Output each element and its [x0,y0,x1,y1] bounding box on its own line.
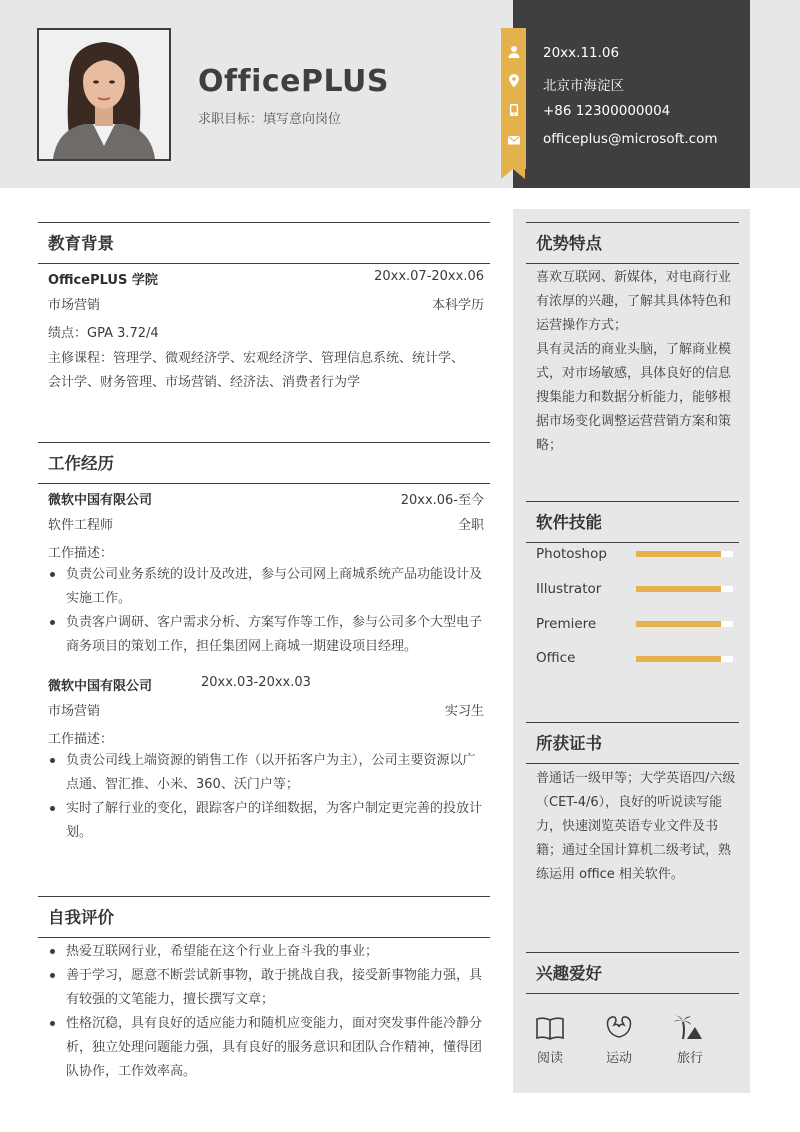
job-desc-label: 工作描述： [48,546,114,561]
education-section-title: 教育背景 [38,222,490,264]
skill-bar-fill [636,621,721,627]
job-bullet: 负责客户调研、客户需求分析、方案写作等工作，参与公司多个大型电子商务项目的策划工作，担任集团网上商城一期建设项目经理。 [48,611,488,659]
phone-icon [507,103,521,117]
job-company: 微软中国有限公司 [48,679,153,694]
location-pin-icon [507,74,521,88]
contact-phone[interactable]: +86 12300000004 [543,103,671,119]
user-icon [507,45,521,59]
strengths-text: 喜欢互联网、新媒体，对电商行业有浓厚的兴趣，了解其具体特色和运营操作方式； [536,270,732,333]
job-bullet: 负责公司线上端资源的销售工作（以开拓客户为主），公司主要资源以广点通、智汇推、小米、360、沃门户等； [48,749,488,797]
job-objective: 求职目标：填写意向岗位 [198,112,342,127]
palm-tree-icon [673,1013,703,1041]
candidate-name: OfficePLUS [198,64,390,99]
contact-email[interactable]: officeplus@microsoft.com [543,131,718,147]
education-degree: 本科学历 [431,298,484,313]
job-role: 市场营销 [48,704,101,719]
profile-photo [37,28,171,161]
job-period: 20xx.03-20xx.03 [201,675,311,690]
skill-bar [636,551,733,557]
job-role: 软件工程师 [48,518,114,533]
self-eval-section-title: 自我评价 [38,896,490,938]
muscle-icon [604,1013,634,1041]
education-school: OfficePLUS 学院 [48,273,158,288]
skill-bar [636,656,733,662]
contact-address: 北京市海淀区 [543,78,624,94]
job-period: 20xx.06-至今 [400,493,484,508]
avatar [39,30,169,159]
job-type: 全职 [457,518,484,533]
skill-bar [636,586,733,592]
skills-section-title: 软件技能 [526,501,739,543]
mail-icon [507,133,521,147]
job-desc-label: 工作描述： [48,732,114,747]
skill-name: Photoshop [536,546,607,562]
skill-bar-fill [636,551,721,557]
education-gpa: 绩点：GPA 3.72/4 [48,326,159,341]
education-major: 市场营销 [48,298,101,313]
strengths-section-title: 优势特点 [526,222,739,264]
self-eval-bullet: 热爱互联网行业，希望能在这个行业上奋斗我的事业； [48,940,488,964]
skill-bar [636,621,733,627]
contact-birth: 20xx.11.06 [543,45,620,61]
education-courses-line1: 主修课程：管理学、微观经济学、宏观经济学、管理信息系统、统计学、 [48,351,465,366]
self-eval-bullet: 性格沉稳，具有良好的适应能力和随机应变能力，面对突发事件能冷静分析，独立处理问题能力强，具有良好的服务意识和团队合作精神，懂得团队协作，工作效率高。 [48,1012,488,1084]
skill-name: Office [536,650,576,666]
hobbies-section-title: 兴趣爱好 [526,952,739,994]
skill-bar-fill [636,586,721,592]
job-company: 微软中国有限公司 [48,493,153,508]
contact-panel [513,0,750,188]
book-icon [535,1015,565,1043]
hobby-label: 阅读 [537,1051,564,1066]
hobby-label: 旅行 [677,1051,704,1066]
strengths-text: 具有灵活的商业头脑，了解商业模式，对市场敏感，具体良好的信息搜集能力和数据分析能力，能够根据市场变化调整运营营销方案和策略； [536,342,732,453]
education-courses-line2: 会计学、财务管理、市场营销、经济法、消费者行为学 [48,375,361,390]
education-period: 20xx.07-20xx.06 [374,269,484,284]
skill-bar-fill [636,656,721,662]
job-bullet: 负责公司业务系统的设计及改进，参与公司网上商城系统产品功能设计及实施工作。 [48,563,488,611]
job-bullet: 实时了解行业的变化，跟踪客户的详细数据，为客户制定更完善的投放计划。 [48,797,488,845]
skill-name: Premiere [536,616,597,632]
job-type: 实习生 [444,704,484,719]
work-section-title: 工作经历 [38,442,490,484]
hobby-label: 运动 [606,1051,633,1066]
self-eval-bullet: 善于学习，愿意不断尝试新事物，敢于挑战自我，接受新事物能力强，具有较强的文笔能力，擅长撰写文章； [48,964,488,1012]
skill-name: Illustrator [536,581,602,597]
certificates-section-title: 所获证书 [526,722,739,764]
certificates-text: 普通话一级甲等；大学英语四/六级（CET-4/6），良好的听说读写能力，快速浏览英语专业文件及书籍；通过全国计算机二级考试，熟练运用 office 相关软件。 [536,771,736,882]
